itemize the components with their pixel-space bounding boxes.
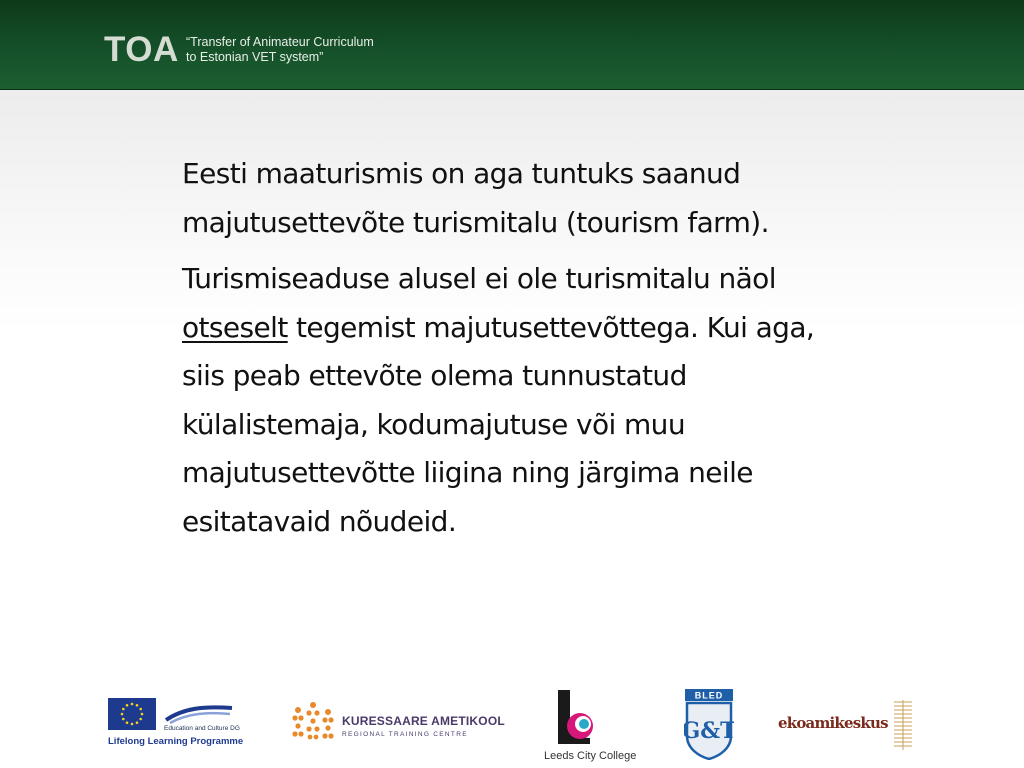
people-figures-icon [290, 700, 336, 744]
eu-swoosh-icon [164, 704, 234, 724]
bled-label: BLED [694, 690, 724, 701]
bled-shield-icon [684, 688, 734, 760]
paragraph2-line3: siis peab ettevõte olema tunnustatud [182, 359, 687, 392]
kuressaare-ametikool-logo [290, 700, 505, 748]
paragraph2-line4: külalistemaja, kodumajutuse või muu [182, 407, 685, 441]
paragraph2-line2-rest: tegemist majutusettevõttega. Kui aga, [287, 310, 815, 344]
lifelong-learning-label: Lifelong Learning Programme [108, 736, 244, 747]
paragraph1-line1: Eesti maaturismis on aga tuntuks saanud [182, 157, 741, 190]
paragraph-tourism-law [182, 255, 962, 546]
partner-logos [0, 680, 1024, 768]
bled-initials: G&T [684, 718, 734, 744]
ekoamikeskus-logo [778, 700, 918, 748]
eu-lifelong-learning-logo [108, 698, 248, 754]
eu-flag-icon [108, 698, 156, 730]
paragraph2-line2 [182, 304, 962, 353]
leeds-city-college-logo [540, 688, 650, 764]
paragraph1-line2: majutusettevõte turismitalu (tourism farm). [182, 205, 769, 239]
kuressaare-subtitle: REGIONAL TRAINING CENTRE [342, 731, 468, 738]
project-subtitle-line1: “Transfer of Animateur Curriculum [186, 35, 374, 49]
paragraph2-line5: majutusettevõtte liigina ning järgima neile [182, 456, 753, 489]
paragraph-tourism-farm [182, 150, 962, 247]
paragraph2-line6: esitatavaid nõudeid. [182, 504, 457, 538]
project-subtitle [186, 35, 374, 65]
bled-hotel-school-logo [684, 688, 734, 764]
eu-dg-label: Education and Culture DG [164, 725, 240, 732]
leeds-college-mark-icon [556, 688, 600, 746]
ekoamikeskus-name: ekoamikeskus [778, 714, 888, 732]
slide-body [182, 150, 962, 546]
toa-logo: TOA [104, 30, 179, 69]
ekoamikeskus-lines-icon [892, 700, 914, 750]
paragraph2-line1: Turismiseaduse alusel ei ole turismitalu näol [182, 262, 776, 295]
project-subtitle-line2: to Estonian VET system” [186, 50, 324, 64]
header-bar [0, 0, 1024, 90]
leeds-college-name: Leeds City College [544, 750, 637, 762]
kuressaare-name: KURESSAARE AMETIKOOL [342, 714, 505, 728]
underlined-word: otseselt [182, 310, 288, 344]
